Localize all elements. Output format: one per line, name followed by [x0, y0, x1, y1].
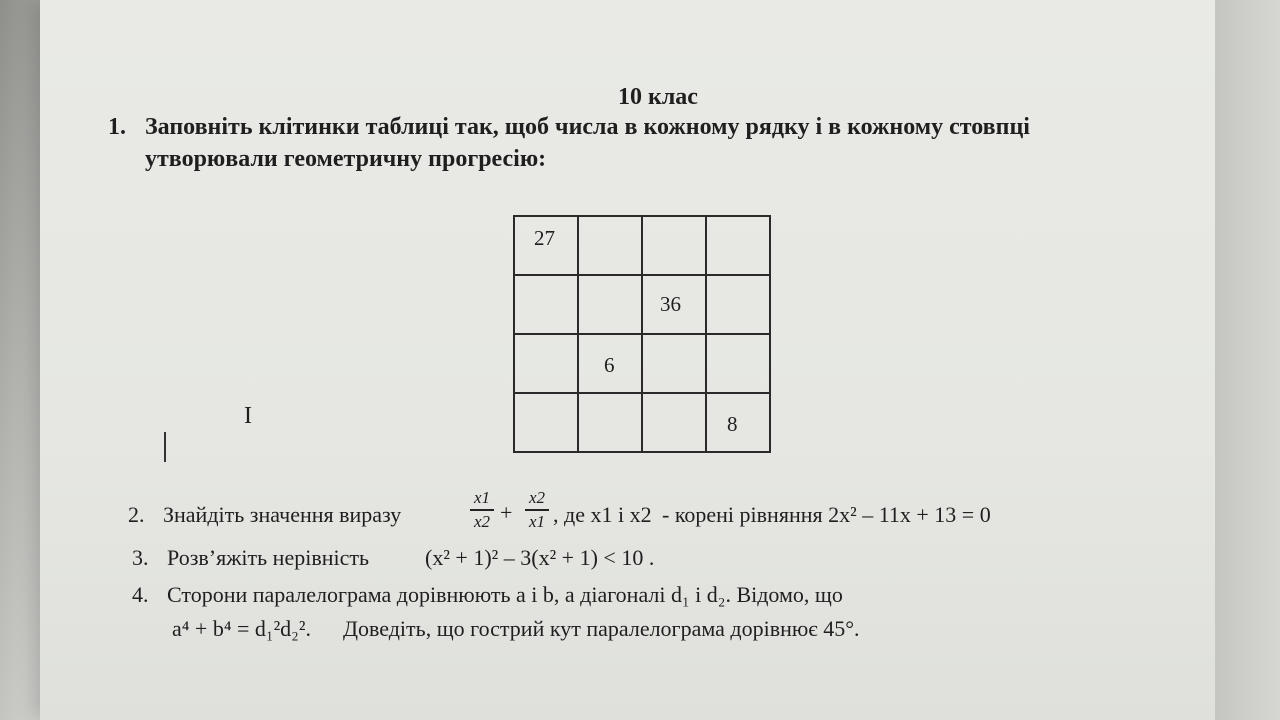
fraction-denominator: x1	[528, 511, 546, 531]
grid-cell	[578, 393, 642, 452]
grid-cell	[706, 334, 770, 393]
problem-4-text-line-1: Сторони паралелограма дорівнюють a і b, а діагоналі d₁ і d₂. Відомо, що	[167, 582, 843, 607]
grid-cell	[514, 393, 578, 452]
grid-cell	[578, 216, 642, 275]
grid-cell	[706, 275, 770, 334]
problem-1-text-line-2: утворювали геометричну прогресію:	[145, 146, 547, 172]
fraction-denominator: x2	[473, 511, 491, 531]
grid-cell	[514, 334, 578, 393]
grid-row	[514, 216, 770, 275]
grid-cell-value: 36	[660, 292, 681, 316]
mouse-ibeam-cursor: I	[244, 403, 252, 429]
grid-row	[514, 275, 770, 334]
problem-3-number: 3.	[132, 545, 149, 570]
grid-cell	[642, 275, 706, 334]
grid-cell	[578, 275, 642, 334]
problem-2-equation: - корені рівняння 2x² – 11x + 13 = 0	[662, 502, 991, 527]
grid-cell-value: 6	[604, 353, 615, 377]
text-caret	[164, 432, 166, 462]
fraction-bar	[470, 509, 494, 511]
grid-cell	[706, 393, 770, 452]
problem-1-text-line-1: Заповніть клітинки таблиці так, щоб числа в кожному рядку і в кожному стовпці	[145, 114, 1030, 140]
grid-cell	[514, 275, 578, 334]
problem-2-roots: , де x1 і x2	[553, 502, 652, 527]
fraction-x2-over-x1	[525, 488, 549, 532]
plus-sign: +	[500, 500, 513, 525]
progression-grid	[513, 215, 771, 453]
sheet-edge	[1215, 0, 1280, 720]
fraction-numerator: x1	[473, 488, 491, 507]
grid-row	[514, 334, 770, 393]
fraction-numerator: x2	[528, 488, 546, 507]
problem-4-text-line-2: Доведіть, що гострий кут паралелограма дорівнює 45°.	[343, 616, 860, 641]
problem-2-number: 2.	[128, 502, 145, 527]
problem-2-text: Знайдіть значення виразу	[163, 502, 402, 527]
grid-cell	[642, 216, 706, 275]
problem-3-text: Розв’яжіть нерівність	[167, 545, 370, 570]
grid-row	[514, 393, 770, 452]
grid-cell	[706, 216, 770, 275]
problem-4-formula: a⁴ + b⁴ = d₁²d₂².	[172, 616, 311, 641]
grid-cell	[514, 216, 578, 275]
grid-cell-value: 8	[727, 412, 738, 436]
grid-cell	[642, 393, 706, 452]
grid-cell	[578, 334, 642, 393]
grid-cell	[642, 334, 706, 393]
document-title: 10 клас	[618, 84, 698, 110]
problem-1-number: 1.	[108, 114, 126, 140]
grid-cell-value: 27	[534, 226, 555, 250]
fraction-bar	[525, 509, 549, 511]
problem-4-number: 4.	[132, 582, 149, 607]
fraction-x1-over-x2	[470, 488, 494, 532]
problem-3-formula: (x² + 1)² – 3(x² + 1) < 10 .	[425, 545, 655, 570]
